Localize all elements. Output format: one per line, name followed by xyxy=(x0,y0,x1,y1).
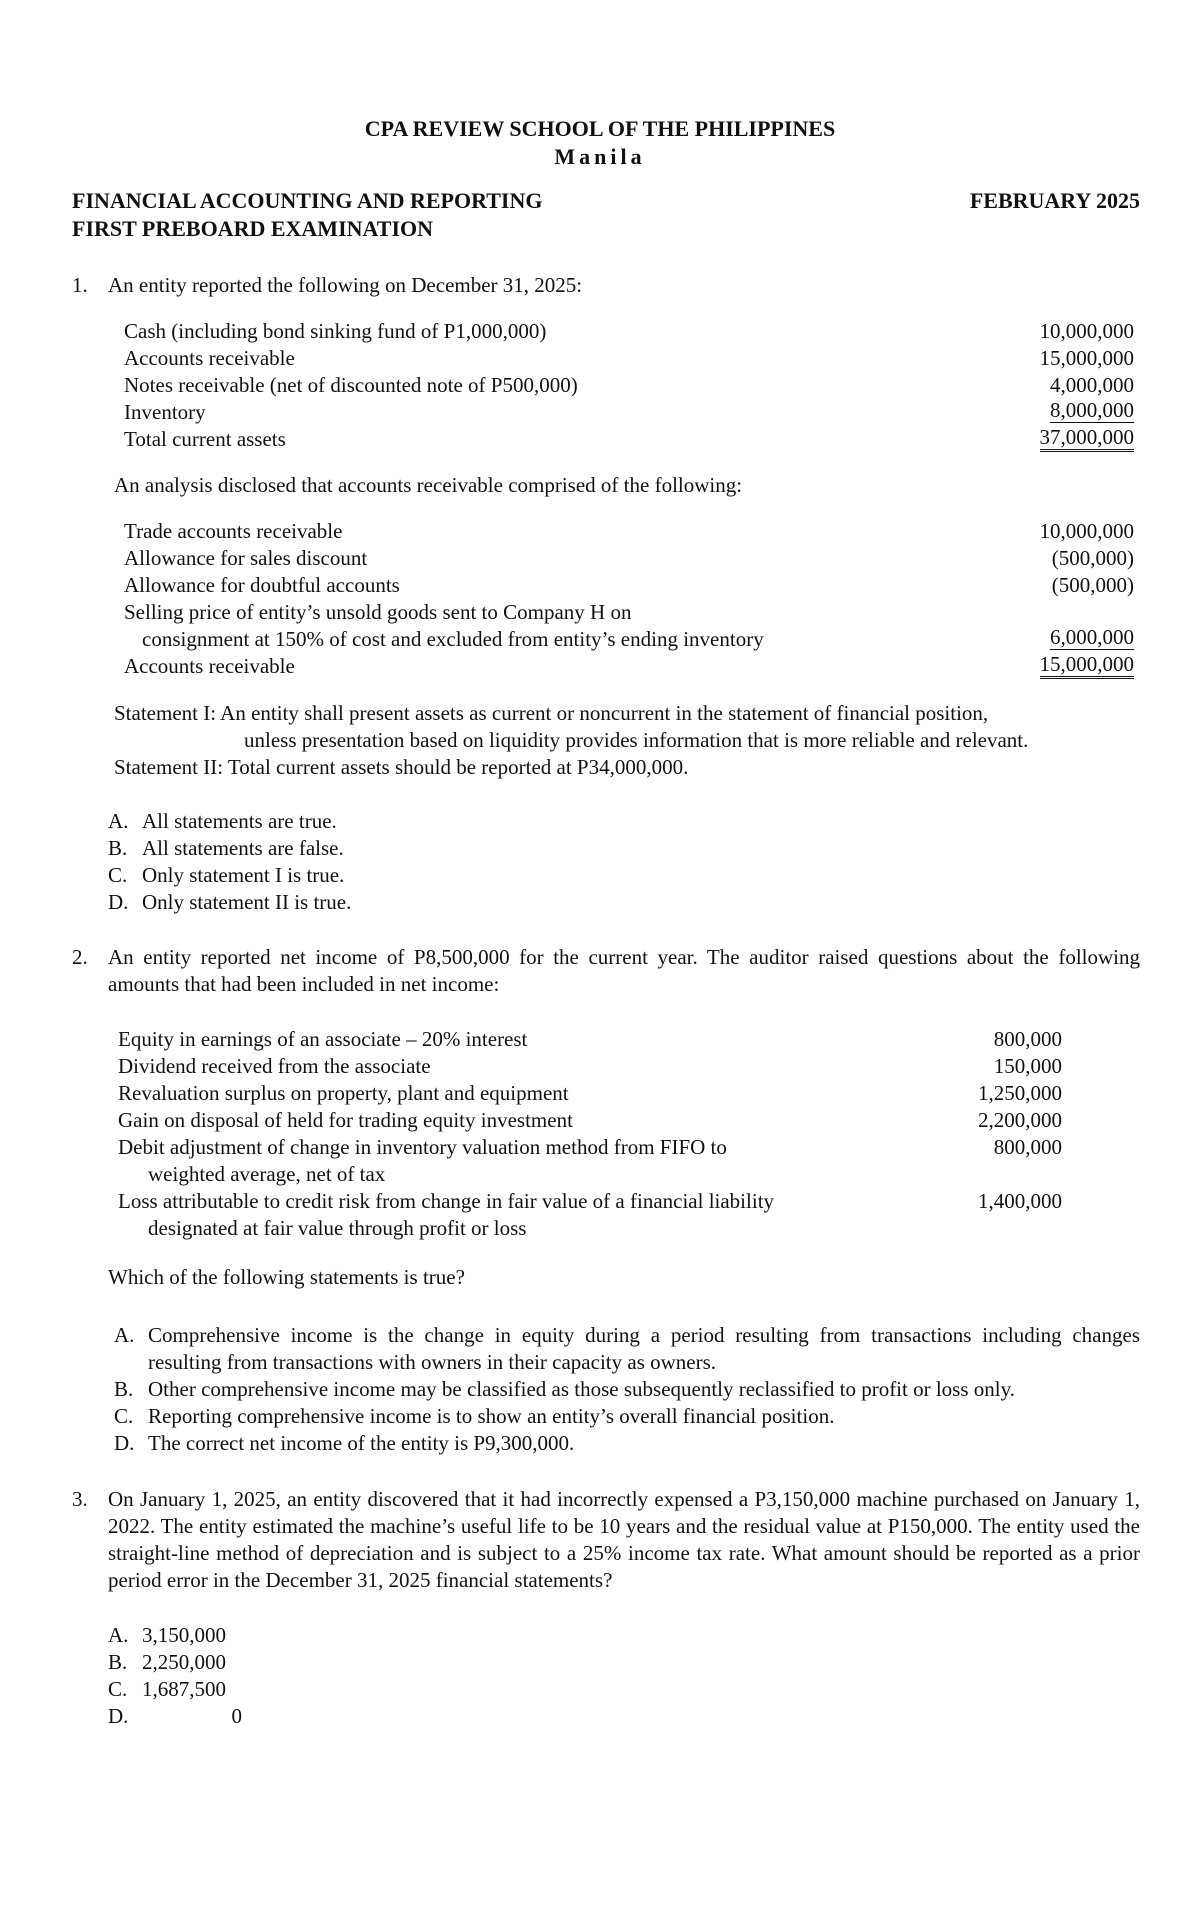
table-row: Equity in earnings of an associate – 20% interest 800,000 xyxy=(118,1027,1062,1051)
question-1 xyxy=(72,272,1140,299)
q1-choices xyxy=(108,808,351,916)
table-row: Dividend received from the associate 150,000 xyxy=(118,1054,1062,1078)
choice-b[interactable]: B. 2,250,000 xyxy=(108,1650,226,1674)
question-text: An entity reported the following on December 31, 2025: xyxy=(108,273,583,297)
table-row: Revaluation surplus on property, plant and equipment 1,250,000 xyxy=(118,1081,1062,1105)
table-row: Cash (including bond sinking fund of P1,000,000) 10,000,000 xyxy=(124,319,1134,343)
q3-choices xyxy=(108,1622,242,1730)
table-row: Notes receivable (net of discounted note of P500,000) 4,000,000 xyxy=(124,373,1134,397)
current-assets-table xyxy=(124,318,1134,453)
table-row: Debit adjustment of change in inventory valuation method from FIFO to weighted average, net of tax 800,000 xyxy=(118,1135,1062,1186)
table-row: consignment at 150% of cost and excluded from entity’s ending inventory 6,000,000 xyxy=(142,625,1134,651)
choice-b[interactable]: B. Other comprehensive income may be classified as those subsequently reclassified to profit or loss only. xyxy=(114,1377,1015,1401)
school-name: CPA REVIEW SCHOOL OF THE PHILIPPINES xyxy=(364,116,836,141)
question-2 xyxy=(72,944,1140,998)
table-row: Selling price of entity’s unsold goods sent to Company H on xyxy=(124,600,632,624)
q2-choices xyxy=(114,1322,1140,1457)
q2-question: Which of the following statements is true? xyxy=(108,1265,465,1289)
choice-d[interactable]: D. 0 xyxy=(108,1704,242,1728)
analysis-text: An analysis disclosed that accounts receivable comprised of the following: xyxy=(114,473,743,497)
choice-d[interactable]: D. The correct net income of the entity is P9,300,000. xyxy=(114,1431,575,1455)
choice-c[interactable]: C. Reporting comprehensive income is to show an entity’s overall financial position. xyxy=(114,1404,835,1428)
table-row: Accounts receivable 15,000,000 xyxy=(124,346,1134,370)
statement-1: Statement I: An entity shall present assets as current or noncurrent in the statement of financial position, unless presentation based on liquidity provides information that is more reliable and relevant. Statement II: Total current assets should be reported at P34,000,000. xyxy=(114,700,1144,781)
question-number: 3. xyxy=(72,1487,88,1511)
choice-d[interactable]: D. Only statement II is true. xyxy=(108,890,352,914)
school-city: Manila xyxy=(554,144,646,169)
statement-2: Statement II: Total current assets should be reported at P34,000,000. xyxy=(114,755,689,779)
table-row: Loss attributable to credit risk from change in fair value of a financial liability designated at fair value through profit or loss 1,400,000 xyxy=(118,1189,1062,1240)
table-row: Inventory 8,000,000 xyxy=(124,398,1134,424)
table-row: Trade accounts receivable 10,000,000 xyxy=(124,519,1134,543)
choice-a[interactable]: A. 3,150,000 xyxy=(108,1623,226,1647)
income-items-table xyxy=(118,1026,1062,1242)
table-row: Gain on disposal of held for trading equity investment 2,200,000 xyxy=(118,1108,1062,1132)
choice-a[interactable]: A. All statements are true. xyxy=(108,809,337,833)
table-row-total: Total current assets 37,000,000 xyxy=(124,425,1134,451)
subject-title: FINANCIAL ACCOUNTING AND REPORTING xyxy=(72,188,543,213)
table-row: Allowance for doubtful accounts (500,000) xyxy=(124,573,1134,597)
choice-c[interactable]: C. Only statement I is true. xyxy=(108,863,345,887)
choice-c[interactable]: C. 1,687,500 xyxy=(108,1677,226,1701)
choice-a[interactable]: A. Comprehensive income is the change in equity during a period resulting from transactions including changes resulting from transactions with owners in their capacity as owners. xyxy=(114,1323,1140,1374)
choice-b[interactable]: B. All statements are false. xyxy=(108,836,344,860)
exam-title: FIRST PREBOARD EXAMINATION xyxy=(72,216,434,241)
question-3 xyxy=(72,1486,1140,1594)
exam-date: FEBRUARY 2025 xyxy=(969,188,1140,213)
question-number: 2. xyxy=(72,945,88,969)
receivables-table xyxy=(124,518,1134,680)
question-text: On January 1, 2025, an entity discovered that it had incorrectly expensed a P3,150,000 machine purchased on January 1, 2022. The entity estimated the machine’s useful life to be 10 years and the residual value at P150,000. The entity used the straight-line method of depreciation and is subject to a 25% income tax rate. What amount should be reported as a prior period error in the December 31, 2025 financial statements? xyxy=(108,1487,1140,1592)
table-row: Allowance for sales discount (500,000) xyxy=(124,546,1134,570)
question-number: 1. xyxy=(72,273,88,297)
question-text: An entity reported net income of P8,500,000 for the current year. The auditor raised questions about the following amounts that had been included in net income: xyxy=(108,945,1140,996)
table-row-total: Accounts receivable 15,000,000 xyxy=(124,652,1134,678)
